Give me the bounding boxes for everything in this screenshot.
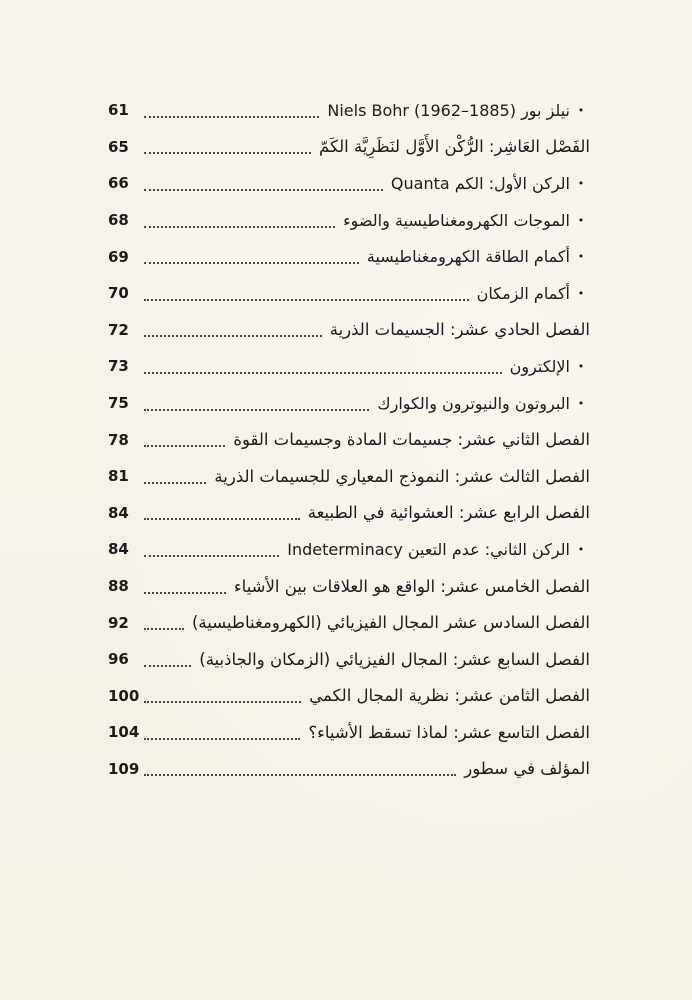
toc-entry-title: الفصل السادس عشر المجال الفيزيائي (الكهرومغناطيسية) [191, 613, 590, 633]
toc-chapter-entry [108, 421, 590, 458]
dot-leader [144, 554, 279, 557]
toc-page-number: 100 [108, 686, 140, 705]
dot-leader [144, 188, 383, 191]
toc-chapter-entry [108, 678, 590, 715]
toc-section-entry [108, 531, 590, 568]
toc-page-number: 96 [108, 650, 129, 669]
toc-chapter-entry [108, 751, 590, 788]
toc-entry-title: الفصل الخامس عشر: الواقع هو العلاقات بين الأشياء [233, 576, 590, 596]
bullet-icon: • [577, 176, 585, 190]
toc-section-entry [108, 385, 590, 422]
toc-section-entry [108, 165, 590, 202]
toc-entry-title: أكمام الطاقة الكهرومغناطيسية [366, 247, 570, 267]
bullet-icon: • [577, 542, 585, 556]
toc-entry-title: الفصل الثامن عشر: نظرية المجال الكمي [309, 686, 590, 706]
toc-page-number: 84 [108, 540, 129, 559]
toc-page-number: 92 [108, 613, 129, 632]
toc-section-entry [108, 348, 590, 385]
toc-section-entry [108, 92, 590, 129]
toc-page-number: 78 [108, 430, 129, 449]
dot-leader [144, 517, 300, 520]
dot-leader [144, 700, 301, 703]
dot-leader [144, 408, 369, 411]
bullet-icon: • [577, 250, 585, 264]
toc-chapter-entry [108, 312, 590, 349]
dot-leader [144, 261, 359, 264]
toc-entry-title: الفصل الحادي عشر: الجسيمات الذرية [329, 320, 590, 340]
toc-entry-title: الفَصْل العَاشِر: الرُّكْن الأَوَّل لنَظَرِيَّة الكَمّ [319, 137, 590, 157]
dot-leader [144, 151, 311, 154]
toc-entry-title: أكمام الزمكان [476, 283, 570, 303]
bullet-icon: • [577, 396, 585, 410]
toc-entry-title: الركن الثاني: عدم التعين Indeterminacy [287, 539, 570, 559]
bullet-icon: • [577, 286, 585, 300]
dot-leader [144, 591, 226, 594]
toc-page-number: 70 [108, 284, 129, 303]
toc-chapter-entry [108, 495, 590, 532]
toc-page-number: 72 [108, 320, 129, 339]
toc-page-number: 66 [108, 174, 129, 193]
dot-leader [144, 225, 335, 228]
toc-section-entry [108, 202, 590, 239]
dot-leader [144, 371, 502, 374]
toc-chapter-entry [108, 568, 590, 605]
toc-chapter-entry [108, 129, 590, 166]
toc-entry-title: الفصل التاسع عشر: لماذا تسقط الأشياء؟ [308, 722, 590, 742]
toc-chapter-entry [108, 604, 590, 641]
toc-chapter-entry [108, 641, 590, 678]
dot-leader [144, 481, 206, 484]
toc-page-number: 88 [108, 577, 129, 596]
toc-entry-title: الفصل الثالث عشر: النموذج المعياري للجسيمات الذرية [214, 466, 590, 486]
toc-page-number: 69 [108, 247, 129, 266]
toc-entry-title: الركن الأول: الكم Quanta [390, 173, 570, 193]
toc-entry-title: الفصل الرابع عشر: العشوائية في الطبيعة [307, 503, 590, 523]
dot-leader [144, 115, 319, 118]
toc-page-number: 75 [108, 394, 129, 413]
toc-section-entry [108, 275, 590, 312]
toc-entry-title: الفصل الثاني عشر: جسيمات المادة وجسيمات القوة [233, 430, 590, 450]
toc-page-number: 81 [108, 467, 129, 486]
toc-section-entry [108, 238, 590, 275]
bullet-icon: • [577, 103, 585, 117]
dot-leader [144, 664, 191, 667]
toc-chapter-entry [108, 714, 590, 751]
dot-leader [144, 773, 456, 776]
table-of-contents [108, 92, 590, 787]
dot-leader [144, 627, 184, 630]
toc-entry-title: الفصل السابع عشر: المجال الفيزيائي (الزمكان والجاذبية) [199, 649, 590, 669]
toc-page-number: 65 [108, 137, 129, 156]
toc-page-number: 109 [108, 759, 140, 778]
toc-page-number: 68 [108, 211, 129, 230]
toc-entry-title: الموجات الكهرومغناطيسية والضوء [343, 210, 570, 230]
dot-leader [144, 298, 469, 301]
toc-entry-title: الإلكترون [509, 356, 570, 376]
toc-chapter-entry [108, 458, 590, 495]
toc-page-number: 61 [108, 101, 129, 120]
dot-leader [144, 334, 322, 337]
toc-page-number: 104 [108, 723, 140, 742]
toc-entry-title: البروتون والنيوترون والكوارك [377, 393, 570, 413]
bullet-icon: • [577, 213, 585, 227]
dot-leader [144, 737, 300, 740]
dot-leader [144, 444, 225, 447]
toc-page-number: 73 [108, 357, 129, 376]
bullet-icon: • [577, 359, 585, 373]
toc-entry-title: المؤلف في سطور [464, 759, 590, 779]
toc-page-number: 84 [108, 503, 129, 522]
toc-entry-title: نيلز بور (1885–1962) Niels Bohr [327, 100, 570, 120]
